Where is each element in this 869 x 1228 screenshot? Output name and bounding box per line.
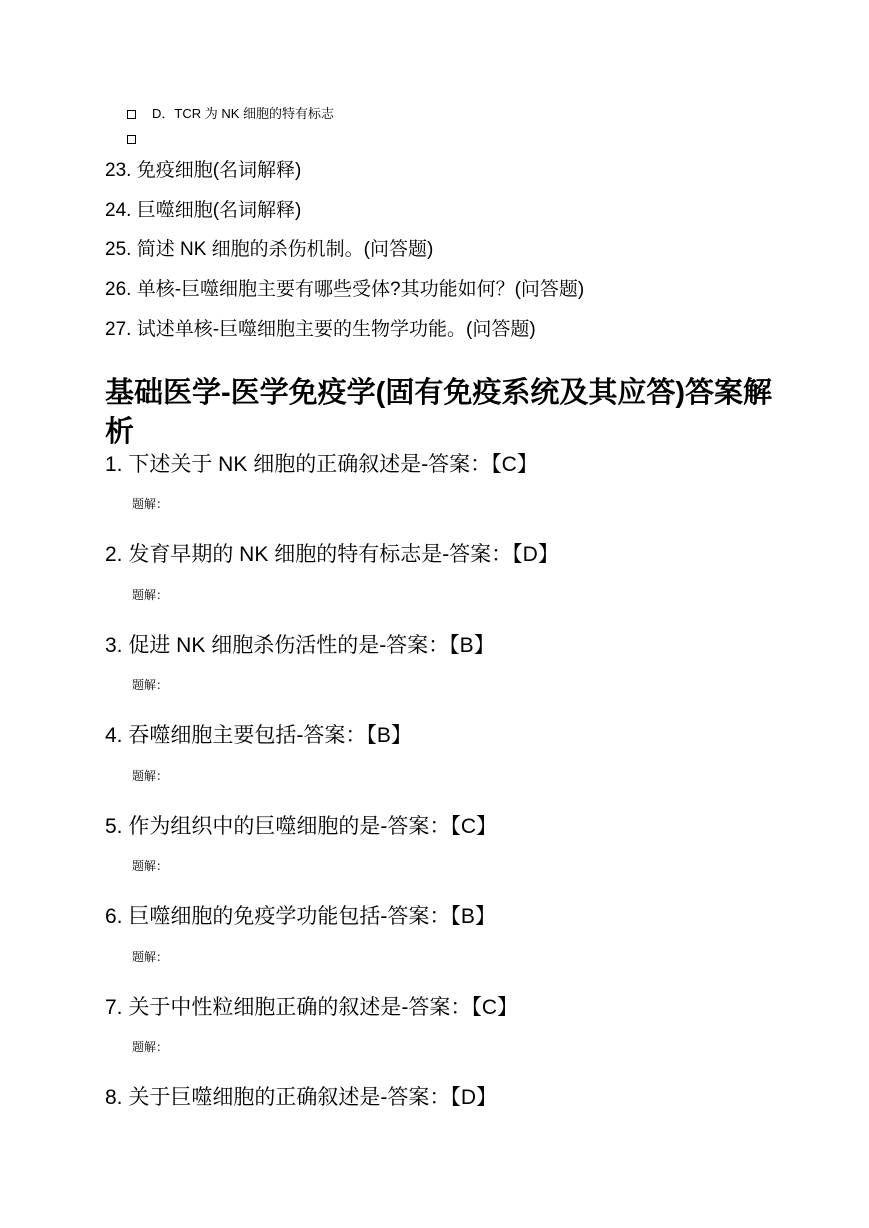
- answer-6-explanation: 题解：: [132, 950, 169, 964]
- answer-6: 6. 巨噬细胞的免疫学功能包括-答案：【B】: [105, 905, 496, 928]
- question-24: 24. 巨噬细胞(名词解释): [105, 200, 302, 221]
- question-25: 25. 简述 NK 细胞的杀伤机制。(问答题): [105, 239, 434, 260]
- answer-1: 1. 下述关于 NK 细胞的正确叙述是-答案：【C】: [105, 453, 538, 476]
- question-23: 23. 免疫细胞(名词解释): [105, 160, 302, 181]
- answer-2: 2. 发育早期的 NK 细胞的特有标志是-答案：【D】: [105, 543, 559, 566]
- answer-8: 8. 关于巨噬细胞的正确叙述是-答案：【D】: [105, 1086, 498, 1109]
- option-empty-row: [127, 135, 152, 144]
- section-title: 基础医学-医学免疫学(固有免疫系统及其应答)答案解析: [105, 377, 772, 448]
- answer-5-explanation: 题解：: [132, 859, 169, 873]
- answer-3-explanation: 题解：: [132, 678, 169, 692]
- answer-3: 3. 促进 NK 细胞杀伤活性的是-答案：【B】: [105, 634, 495, 657]
- answer-4-explanation: 题解：: [132, 769, 169, 783]
- checkbox-bullet-icon: [127, 135, 136, 144]
- option-d-row: [127, 106, 334, 122]
- answer-2-explanation: 题解：: [132, 588, 169, 602]
- answer-4: 4. 吞噬细胞主要包括-答案：【B】: [105, 724, 412, 747]
- question-27: 27. 试述单核-巨噬细胞主要的生物学功能。(问答题): [105, 319, 536, 340]
- question-26: 26. 单核-巨噬细胞主要有哪些受体?其功能如何？(问答题): [105, 279, 585, 300]
- option-d-text: D．TCR 为 NK 细胞的特有标志: [152, 106, 335, 121]
- answer-1-explanation: 题解：: [132, 497, 169, 511]
- answer-7: 7. 关于中性粒细胞正确的叙述是-答案：【C】: [105, 996, 519, 1019]
- answer-7-explanation: 题解：: [132, 1040, 169, 1054]
- checkbox-bullet-icon: [127, 110, 136, 119]
- answer-5: 5. 作为组织中的巨噬细胞的是-答案：【C】: [105, 815, 498, 838]
